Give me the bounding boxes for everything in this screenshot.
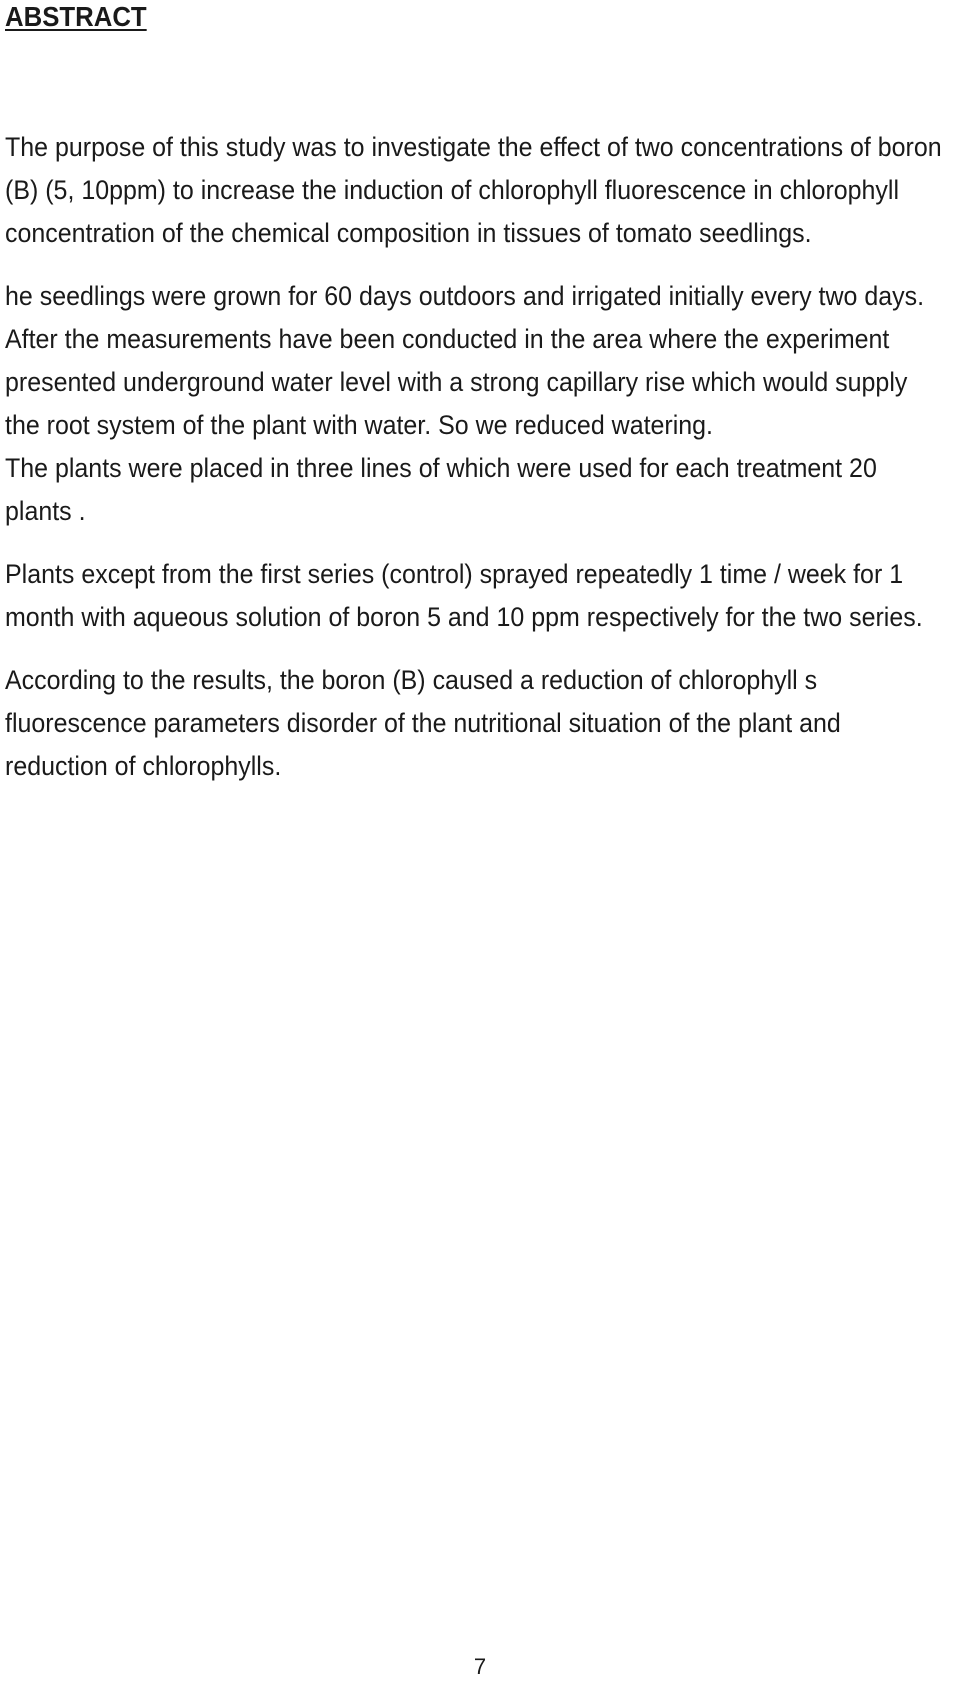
abstract-paragraph-purpose: The purpose of this study was to investigate the effect of two concentrations of boron (B) (5, 10ppm) to increase the induction of chlorophyll fluorescence in chlorophyll concentration of the chemical composition in tissues of tomato seedlings. [5,132,942,248]
page-number: 7 [473,1654,487,1679]
abstract-paragraph-results: According to the results, the boron (B) caused a reduction of chlorophyll s fluorescence parameters disorder of the nutritional situation of the plant and reduction of chlorophylls. [5,665,841,781]
abstract-paragraph-treatment: Plants except from the first series (control) sprayed repeatedly 1 time / week for 1 month with aqueous solution of boron 5 and 10 ppm respectively for the two series. [5,559,923,632]
abstract-paragraph-layout: The plants were placed in three lines of which were used for each treatment 20 plants . [5,453,877,526]
abstract-body [5,126,949,808]
abstract-heading: ABSTRACT [5,1,147,32]
abstract-paragraph-methods: he seedlings were grown for 60 days outdoors and irrigated initially every two days. After the measurements have been conducted in the area where the experiment presented underground water level with a strong capillary rise which would supply the root system of the plant with water. So we reduced watering. [5,281,925,440]
